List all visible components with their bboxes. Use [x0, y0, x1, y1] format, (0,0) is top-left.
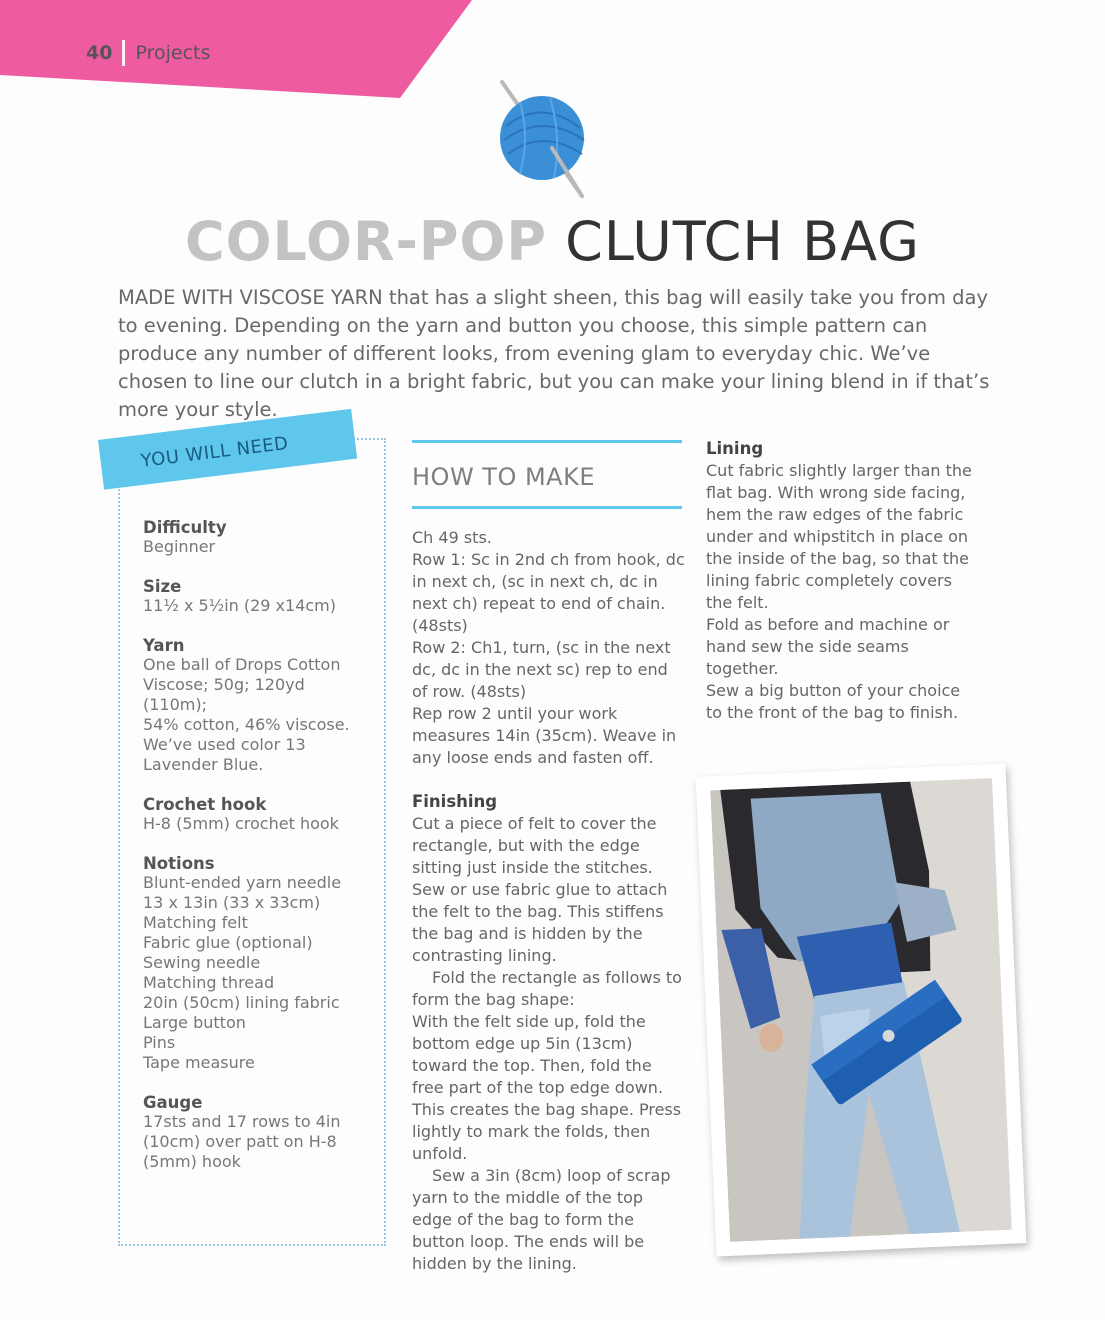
materials-item: [143, 795, 373, 834]
materials-list: [143, 518, 373, 1192]
materials-item-line: 17sts and 17 rows to 4in: [143, 1112, 341, 1131]
photo-frame: [696, 763, 1027, 1256]
materials-item-line: (10cm) over patt on H-8: [143, 1132, 337, 1151]
materials-item-label: Gauge: [143, 1093, 203, 1112]
materials-item-line: Beginner: [143, 537, 216, 556]
instructions-column: [412, 527, 687, 1275]
page-folio: [86, 40, 210, 66]
materials-item-line: Matching felt: [143, 913, 248, 932]
step-3: Row 2: Ch1, turn, (sc in the next dc, dc in the next sc) rep to end of row. (48sts): [412, 638, 671, 701]
materials-item-line: 54% cotton, 46% viscose.: [143, 715, 350, 734]
materials-item-label: Difficulty: [143, 518, 227, 537]
materials-heading: YOU WILL NEED: [139, 432, 290, 472]
materials-item-line: Blunt-ended yarn needle: [143, 873, 342, 892]
lining-column: [706, 438, 978, 724]
title-main: CLUTCH BAG: [547, 210, 920, 273]
materials-item: [143, 1093, 373, 1172]
heading-rule-top: [412, 440, 682, 443]
page-number: 40: [86, 42, 113, 64]
section-name: Projects: [135, 42, 211, 64]
materials-item-line: 13 x 13in (33 x 33cm): [143, 893, 321, 912]
materials-item: [143, 518, 373, 557]
clutch-photo-image: [710, 778, 1011, 1242]
title-accent: COLOR-POP: [185, 210, 547, 273]
materials-item-line: Pins: [143, 1033, 176, 1052]
materials-item-line: Large button: [143, 1013, 246, 1032]
step-1: Ch 49 sts.: [412, 528, 492, 547]
page-title: [0, 210, 1105, 273]
materials-item-line: H-8 (5mm) crochet hook: [143, 814, 339, 833]
lining-paragraph-2: Fold as before and machine or hand sew the side seams together.: [706, 615, 950, 678]
materials-item-line: Sewing needle: [143, 953, 261, 972]
materials-item-line: Fabric glue (optional): [143, 933, 313, 952]
materials-item-label: Size: [143, 577, 182, 596]
materials-item-line: We’ve used color 13: [143, 735, 306, 754]
materials-item: [143, 577, 373, 616]
materials-item-line: Viscose; 50g; 120yd (110m);: [143, 675, 305, 714]
materials-item-line: 20in (50cm) lining fabric: [143, 993, 340, 1012]
finishing-1: Cut a piece of felt to cover the rectangle, but with the edge sitting just inside the stitches. Sew or use fabric glue to attach the felt to the bag. This stiffens the bag and is hidden by the contrasting lining.: [412, 814, 668, 965]
intro-body: that has a slight sheen, this bag will easily take you from day to evening. Depending on the yarn and button you choose, this simple pattern can produce any number of different looks, from evening glam to everyday chic. We’ve chosen to line our clutch in a bright fabric, but you can make your lining blend in if that’s more your style.: [118, 286, 990, 421]
step-4: Rep row 2 until your work measures 14in (35cm). Weave in any loose ends and fasten off.: [412, 704, 677, 767]
step-2: Row 1: Sc in 2nd ch from hook, dc in next ch, (sc in next ch, dc in next ch) repeat to end of chain. (48sts): [412, 550, 685, 635]
folio-divider: [122, 40, 125, 66]
materials-item-label: Notions: [143, 854, 215, 873]
finishing-heading: Finishing: [412, 792, 498, 811]
materials-item-line: Tape measure: [143, 1053, 255, 1072]
materials-item: [143, 636, 373, 775]
materials-item-line: Lavender Blue.: [143, 755, 264, 774]
lining-paragraph-3: Sew a big button of your choice to the front of the bag to finish.: [706, 681, 961, 722]
intro-paragraph: [118, 284, 998, 424]
lining-paragraph-1: Cut fabric slightly larger than the flat bag. With wrong side facing, hem the raw edges of the fabric under and whipstitch in place on the inside of the bag, so that the lining fabric completely covers the felt.: [706, 461, 972, 612]
finishing-3: With the felt side up, fold the bottom edge up 5in (13cm) toward the top. Then, fold the free part of the top edge down. This creates the bag shape. Press lightly to mark the folds, then unfold.: [412, 1012, 682, 1163]
intro-lead: MADE WITH VISCOSE YARN: [118, 286, 383, 309]
finishing-4: Sew a 3in (8cm) loop of scrap yarn to the middle of the top edge of the bag to form the button loop. The ends will be hidden by the lining.: [412, 1166, 671, 1273]
lining-heading: Lining: [706, 439, 764, 458]
how-to-make-heading: HOW TO MAKE: [412, 463, 596, 491]
materials-item-label: Crochet hook: [143, 795, 267, 814]
materials-item-label: Yarn: [143, 636, 185, 655]
finishing-2: Fold the rectangle as follows to form the bag shape:: [412, 968, 682, 1009]
materials-item-line: (5mm) hook: [143, 1152, 241, 1171]
materials-item-line: 11½ x 5½in (29 x14cm): [143, 596, 337, 615]
yarn-ball-icon: [490, 78, 600, 203]
project-photo: [706, 770, 1016, 1250]
materials-item-line: Matching thread: [143, 973, 275, 992]
materials-item: [143, 854, 373, 1073]
heading-rule-bottom: [412, 506, 682, 509]
materials-item-line: One ball of Drops Cotton: [143, 655, 341, 674]
